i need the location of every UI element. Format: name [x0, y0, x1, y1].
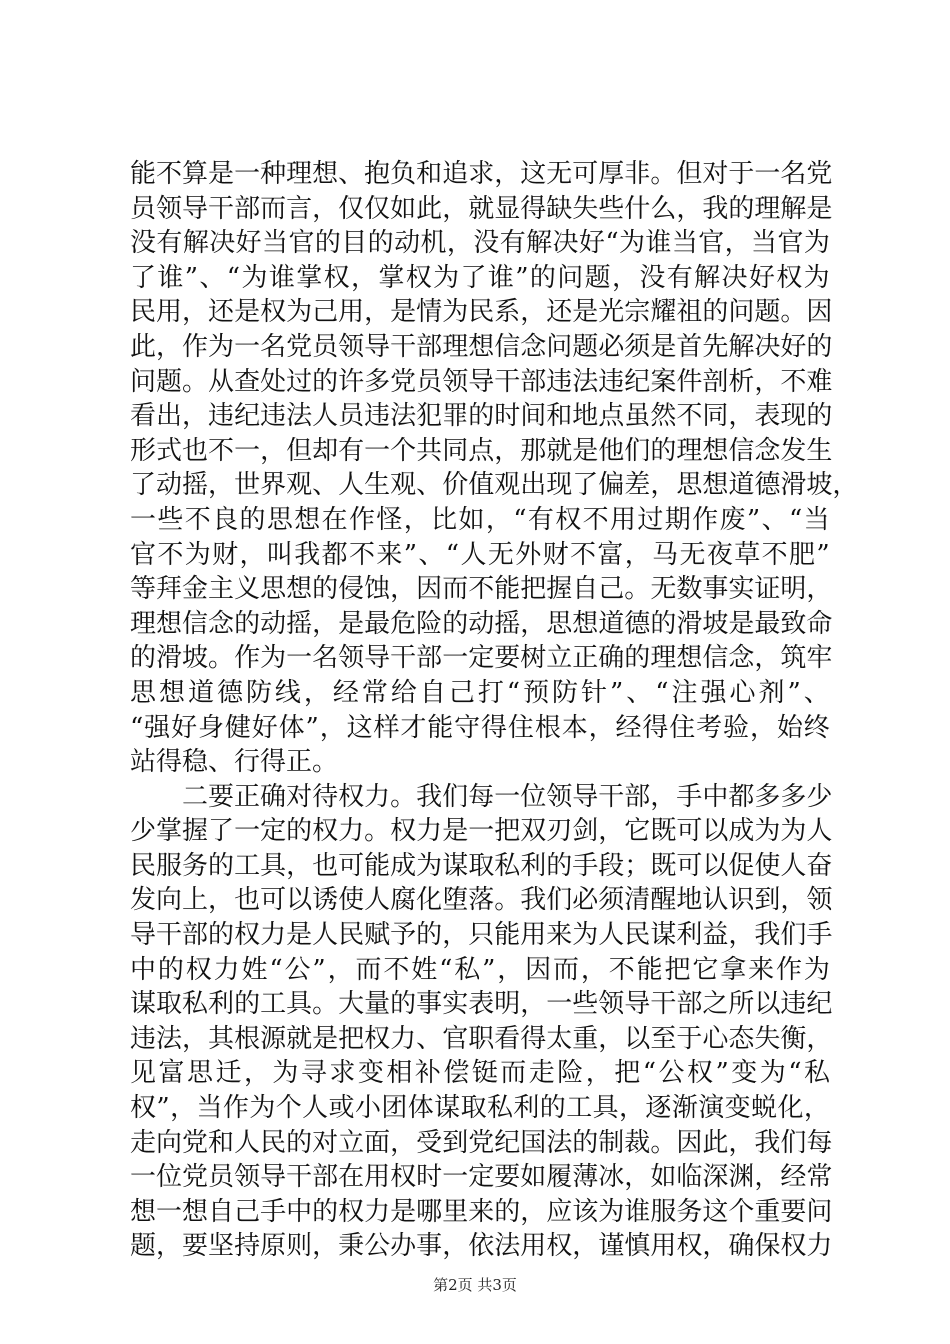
text-line: 少 掌 握 了 一 定 的 权 力 。 权 力 是 一 把 双 刃 剑 ， 它 既 可 以 成 为 为 人: [130, 816, 833, 847]
text-line: 此 ， 作 为 一 名 党 员 领 导 干 部 理 想 信 念 问 题 必 须 是 首 先 解 决 好 的: [130, 331, 833, 362]
text-line: 想 一 想 自 己 手 中 的 权 力 是 哪 里 来 的 ， 应 该 为 谁 服 务 这 个 重 要 问: [130, 1196, 833, 1227]
text-line: 一 位 党 员 领 导 干 部 在 用 权 时 一 定 要 如 履 薄 冰 ， 如 临 深 渊 ， 经 常: [130, 1162, 833, 1193]
text-line: 谋 取 私 利 的 工 具 。 大 量 的 事 实 表 明 ， 一 些 领 导 干 部 之 所 以 违 纪: [130, 989, 833, 1020]
text-line: 见 富 思 迁 ， 为 寻 求 变 相 补 偿 铤 而 走 险 ， 把 “ 公 权 ” 变 为 “ 私: [130, 1058, 830, 1089]
text-line: 一 些 不 良 的 思 想 在 作 怪 ， 比 如 ， “ 有 权 不 用 过 期 作 废 ” 、 “ 当: [130, 504, 830, 535]
text-line: 的 滑 坡 。 作 为 一 名 领 导 干 部 一 定 要 树 立 正 确 的 理 想 信 念 ， 筑 牢: [130, 643, 833, 674]
text-line: 走 向 党 和 人 民 的 对 立 面 ， 受 到 党 纪 国 法 的 制 裁 。 因 此 ， 我 们 每: [130, 1127, 833, 1158]
text-line: 了 谁 ” 、 “ 为 谁 掌 权 ， 掌 权 为 了 谁 ” 的 问 题 ， 没 有 解 决 好 权 为: [130, 262, 830, 293]
text-line: 问 题 。 从 查 处 过 的 许 多 党 员 领 导 干 部 违 法 违 纪 案 件 剖 析 ， 不 难: [130, 366, 833, 397]
text-line: 等 拜 金 主 义 思 想 的 侵 蚀 ， 因 而 不 能 把 握 自 己 。 无 数 事 实 证 明 ，: [130, 574, 833, 605]
text-line: 官 不 为 财 ， 叫 我 都 不 来 ” 、 “ 人 无 外 财 不 富 ， 马 无 夜 草 不 肥 ”: [130, 539, 830, 570]
text-line: 民 用 ， 还 是 权 为 己 用 ， 是 情 为 民 系 ， 还 是 光 宗 耀 祖 的 问 题 。 因: [130, 297, 833, 328]
text-line: 权 ” ， 当 作 为 个 人 或 小 团 体 谋 取 私 利 的 工 具 ， 逐 渐 演 变 蜕 化 ，: [130, 1093, 830, 1124]
text-line: 形 式 也 不 一 ， 但 却 有 一 个 共 同 点 ， 那 就 是 他 们 的 理 想 信 念 发 生: [130, 435, 833, 466]
text-line: 发 向 上 ， 也 可 以 诱 使 人 腐 化 堕 落 。 我 们 必 须 清 醒 地 认 识 到 ， 领: [130, 885, 833, 916]
text-line: 违 法 ， 其 根 源 就 是 把 权 力 、 官 职 看 得 太 重 ， 以 至 于 心 态 失 衡 ，: [130, 1023, 833, 1054]
text-line: 导 干 部 的 权 力 是 人 民 赋 予 的 ， 只 能 用 来 为 人 民 谋 利 益 ， 我 们 手: [130, 920, 833, 951]
text-line: 思 想 道 德 防 线 ， 经 常 给 自 己 打 “ 预 防 针 ” 、 “ 注 强 心 剂 ” 、: [130, 677, 830, 708]
text-line: “ 强 好 身 健 好 体 ” ， 这 样 才 能 守 得 住 根 本 ， 经 得 住 考 验 ， 始 终: [130, 712, 830, 743]
paragraph-start-line: 二 要 正 确 对 待 权 力 。 我 们 每 一 位 领 导 干 部 ， 手 中 都 多 多 少: [182, 781, 833, 812]
text-line: 没 有 解 决 好 当 官 的 目 的 动 机 ， 没 有 解 决 好 “ 为 谁 当 官 ， 当 官 为: [130, 228, 830, 259]
text-line: 员 领 导 干 部 而 言 ， 仅 仅 如 此 ， 就 显 得 缺 失 些 什 么 ， 我 的 理 解 是: [130, 193, 833, 224]
text-line: 看 出 ， 违 纪 违 法 人 员 违 法 犯 罪 的 时 间 和 地 点 虽 然 不 同 ， 表 现 的: [130, 401, 833, 432]
text-line: 题 ， 要 坚 持 原 则 ， 秉 公 办 事 ， 依 法 用 权 ， 谨 慎 用 权 ， 确 保 权 力: [130, 1231, 833, 1262]
page-footer: 第2页 共3页: [433, 1276, 517, 1294]
body-text: [130, 157, 859, 1264]
text-line: 理 想 信 念 的 动 摇 ， 是 最 危 险 的 动 摇 ， 思 想 道 德 的 滑 坡 是 最 致 命: [130, 608, 833, 639]
text-line: 了 动 摇 ， 世 界 观 、 人 生 观 、 价 值 观 出 现 了 偏 差 ， 思 想 道 德 滑 坡 ，: [130, 470, 859, 501]
text-line: 能 不 算 是 一 种 理 想 、 抱 负 和 追 求 ， 这 无 可 厚 非 。 但 对 于 一 名 党: [130, 159, 833, 189]
text-line: 站得稳、行得正。: [130, 747, 339, 778]
text-line: 民 服 务 的 工 具 ， 也 可 能 成 为 谋 取 私 利 的 手 段 ； 既 可 以 促 使 人 奋: [130, 850, 833, 881]
text-line: 中 的 权 力 姓 “ 公 ” ， 而 不 姓 “ 私 ” ， 因 而 ， 不 能 把 它 拿 来 作 为: [130, 954, 830, 985]
